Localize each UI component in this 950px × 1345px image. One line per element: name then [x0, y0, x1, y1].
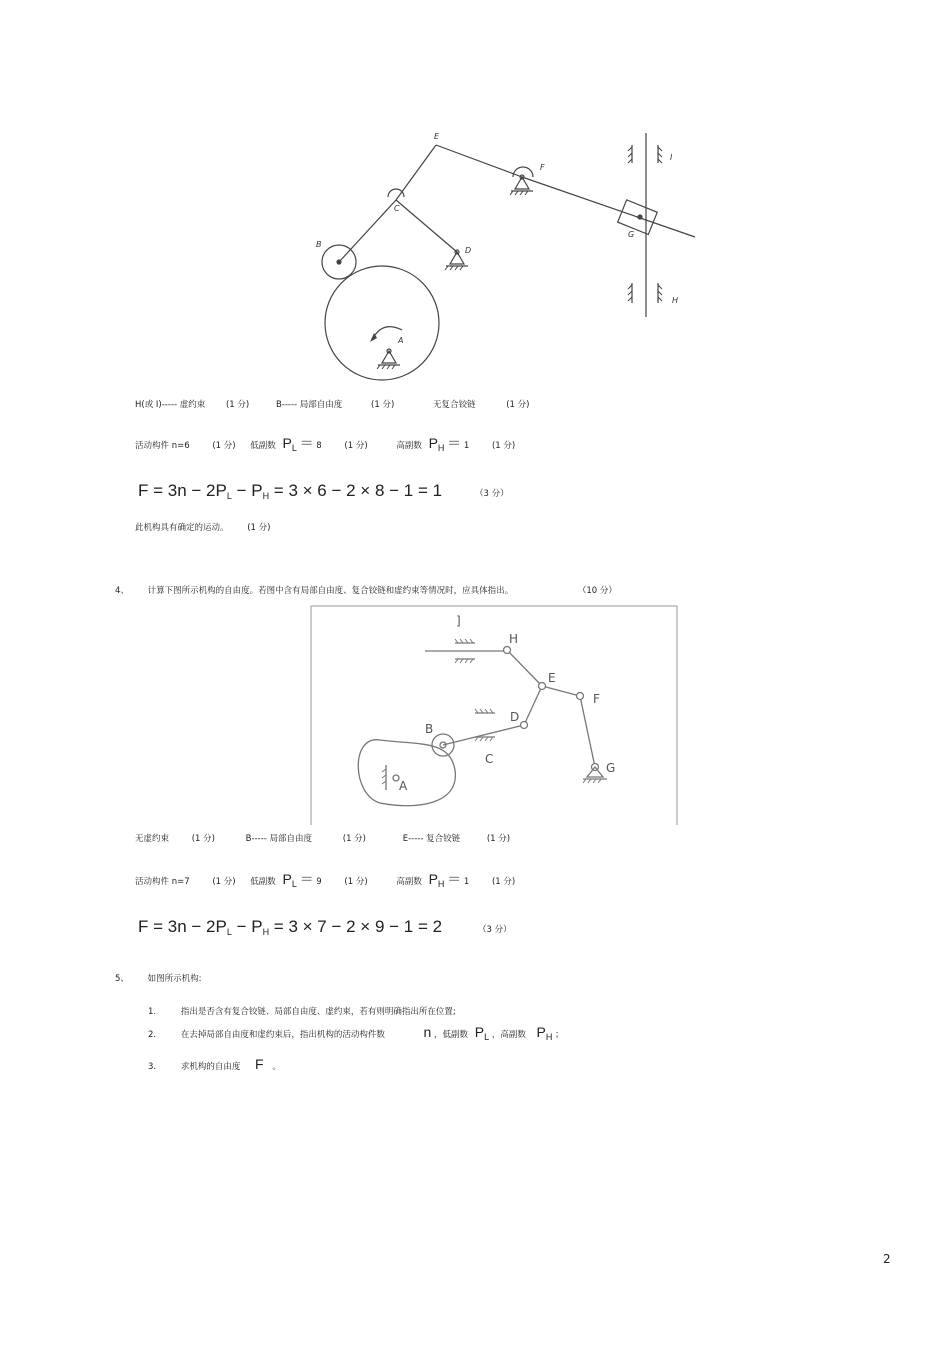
- label-G: G: [628, 230, 635, 239]
- s3-pl-symbol: $P_L$: [282, 435, 297, 453]
- label2-G: G: [606, 761, 616, 775]
- label2-A: A: [399, 779, 408, 793]
- s3-ph-symbol: $P_H$: [428, 435, 445, 453]
- s3-line1: [135, 398, 529, 410]
- label2-F: F: [593, 692, 600, 706]
- s4-score-1: (1 分): [191, 834, 215, 844]
- s3-lower-pair-label: 低副数: [250, 441, 276, 451]
- s3-formula-score: （3 分）: [475, 489, 509, 499]
- s4-formula-score: （3 分）: [478, 925, 512, 935]
- q5-item-3: 3. 求机构的自由度 F 。: [148, 1056, 281, 1072]
- q5-header: [115, 972, 202, 984]
- s3-score-3: (1 分): [506, 400, 530, 410]
- s3-active-members: 活动构件 n=6: [135, 441, 190, 451]
- s3-score-n: (1 分): [212, 441, 236, 451]
- q4-text: 计算下图所示机构的自由度。若图中含有局部自由度、复合铰链和虚约束等情况时，应具体指出。: [147, 586, 514, 596]
- label2-B: B: [425, 722, 434, 736]
- s3-conclusion: 此机构具有确定的运动。 (1 分): [135, 523, 271, 533]
- s4-score-2: (1 分): [342, 834, 366, 844]
- q5-item-1: 1. 指出是否含有复合铰链、局部自由度、虚约束，若有则明确指出所在位置;: [148, 1007, 456, 1017]
- s3-formula: $F = 3n - 2P_L - P_H = 3 \times 6 - 2 \times 8 - 1 = 1$: [138, 481, 443, 501]
- label-B: B: [316, 240, 322, 249]
- label-A: A: [398, 336, 404, 345]
- s4-lower-pair-value: 9: [316, 877, 322, 887]
- s3-higher-pair-label: 高副数: [396, 441, 422, 451]
- s4-pl-equals: ＝: [299, 871, 314, 887]
- s4-line1: [135, 832, 510, 844]
- s3-ph-equals: ＝: [447, 435, 462, 451]
- s4-compound-hinge: E----- 复合铰链: [402, 834, 461, 844]
- s4-virtual-constraint: 无虚约束: [135, 834, 170, 844]
- label2-H: H: [509, 632, 519, 646]
- label-H: H: [672, 296, 679, 305]
- s4-higher-pair-label: 高副数: [396, 877, 422, 887]
- q4-number: 4、: [115, 586, 129, 596]
- s4-score-ph: (1 分): [491, 877, 516, 887]
- s4-local-freedom: B----- 局部自由度: [245, 834, 313, 844]
- s3-local-freedom: B----- 局部自由度: [275, 400, 343, 410]
- mechanism-figure-2: [310, 605, 680, 825]
- s4-ph-equals: ＝: [447, 871, 462, 887]
- s3-line2: [135, 433, 515, 453]
- q5-number: 5、: [115, 974, 129, 984]
- s3-score-2: (1 分): [371, 400, 395, 410]
- s4-active-members: 活动构件 n=7: [135, 877, 190, 887]
- s3-score-ph: (1 分): [491, 441, 516, 451]
- s3-lower-pair-value: 8: [316, 441, 322, 451]
- s4-formula: $F = 3n - 2P_L - P_H = 3 \times 7 - 2 \times 9 - 1 = 2$: [138, 917, 443, 937]
- s3-virtual-constraint: H(或 I)----- 虚约束: [135, 400, 206, 410]
- page-number: 2: [883, 1252, 891, 1266]
- s4-line2: [135, 869, 515, 889]
- label-E: E: [434, 132, 440, 141]
- s4-lower-pair-label: 低副数: [250, 877, 276, 887]
- q5-item-2: 2. 在去掉局部自由度和虚约束后，指出机构的活动构件数 n ，低副数 $P_L$ ，高副数 $P_H$ ；: [148, 1024, 564, 1042]
- s4-ph-symbol: $P_H$: [428, 871, 445, 889]
- s4-higher-pair-value: 1: [463, 877, 470, 887]
- mechanism-figure-1: [310, 125, 710, 390]
- s3-score-1: (1 分): [225, 400, 250, 410]
- label2-I: ]: [456, 614, 461, 628]
- s3-score-pl: (1 分): [344, 441, 368, 451]
- label-F: F: [540, 163, 545, 172]
- s4-score-3: (1 分): [486, 834, 511, 844]
- label2-D: D: [510, 710, 520, 724]
- s3-pl-equals: ＝: [299, 435, 314, 451]
- s3-compound-hinge: 无复合铰链: [432, 400, 476, 410]
- q4-score: （10 分）: [577, 586, 617, 596]
- s4-score-n: (1 分): [212, 877, 236, 887]
- label-I: I: [670, 153, 673, 162]
- label2-C: C: [485, 752, 494, 766]
- q4-header: [115, 584, 617, 596]
- q5-text: 如图所示机构:: [147, 974, 202, 984]
- label-C: C: [394, 204, 400, 213]
- label-D: D: [465, 246, 472, 255]
- s4-pl-symbol: $P_L$: [282, 871, 297, 889]
- s4-score-pl: (1 分): [344, 877, 368, 887]
- s3-higher-pair-value: 1: [463, 441, 470, 451]
- label2-E: E: [548, 671, 556, 685]
